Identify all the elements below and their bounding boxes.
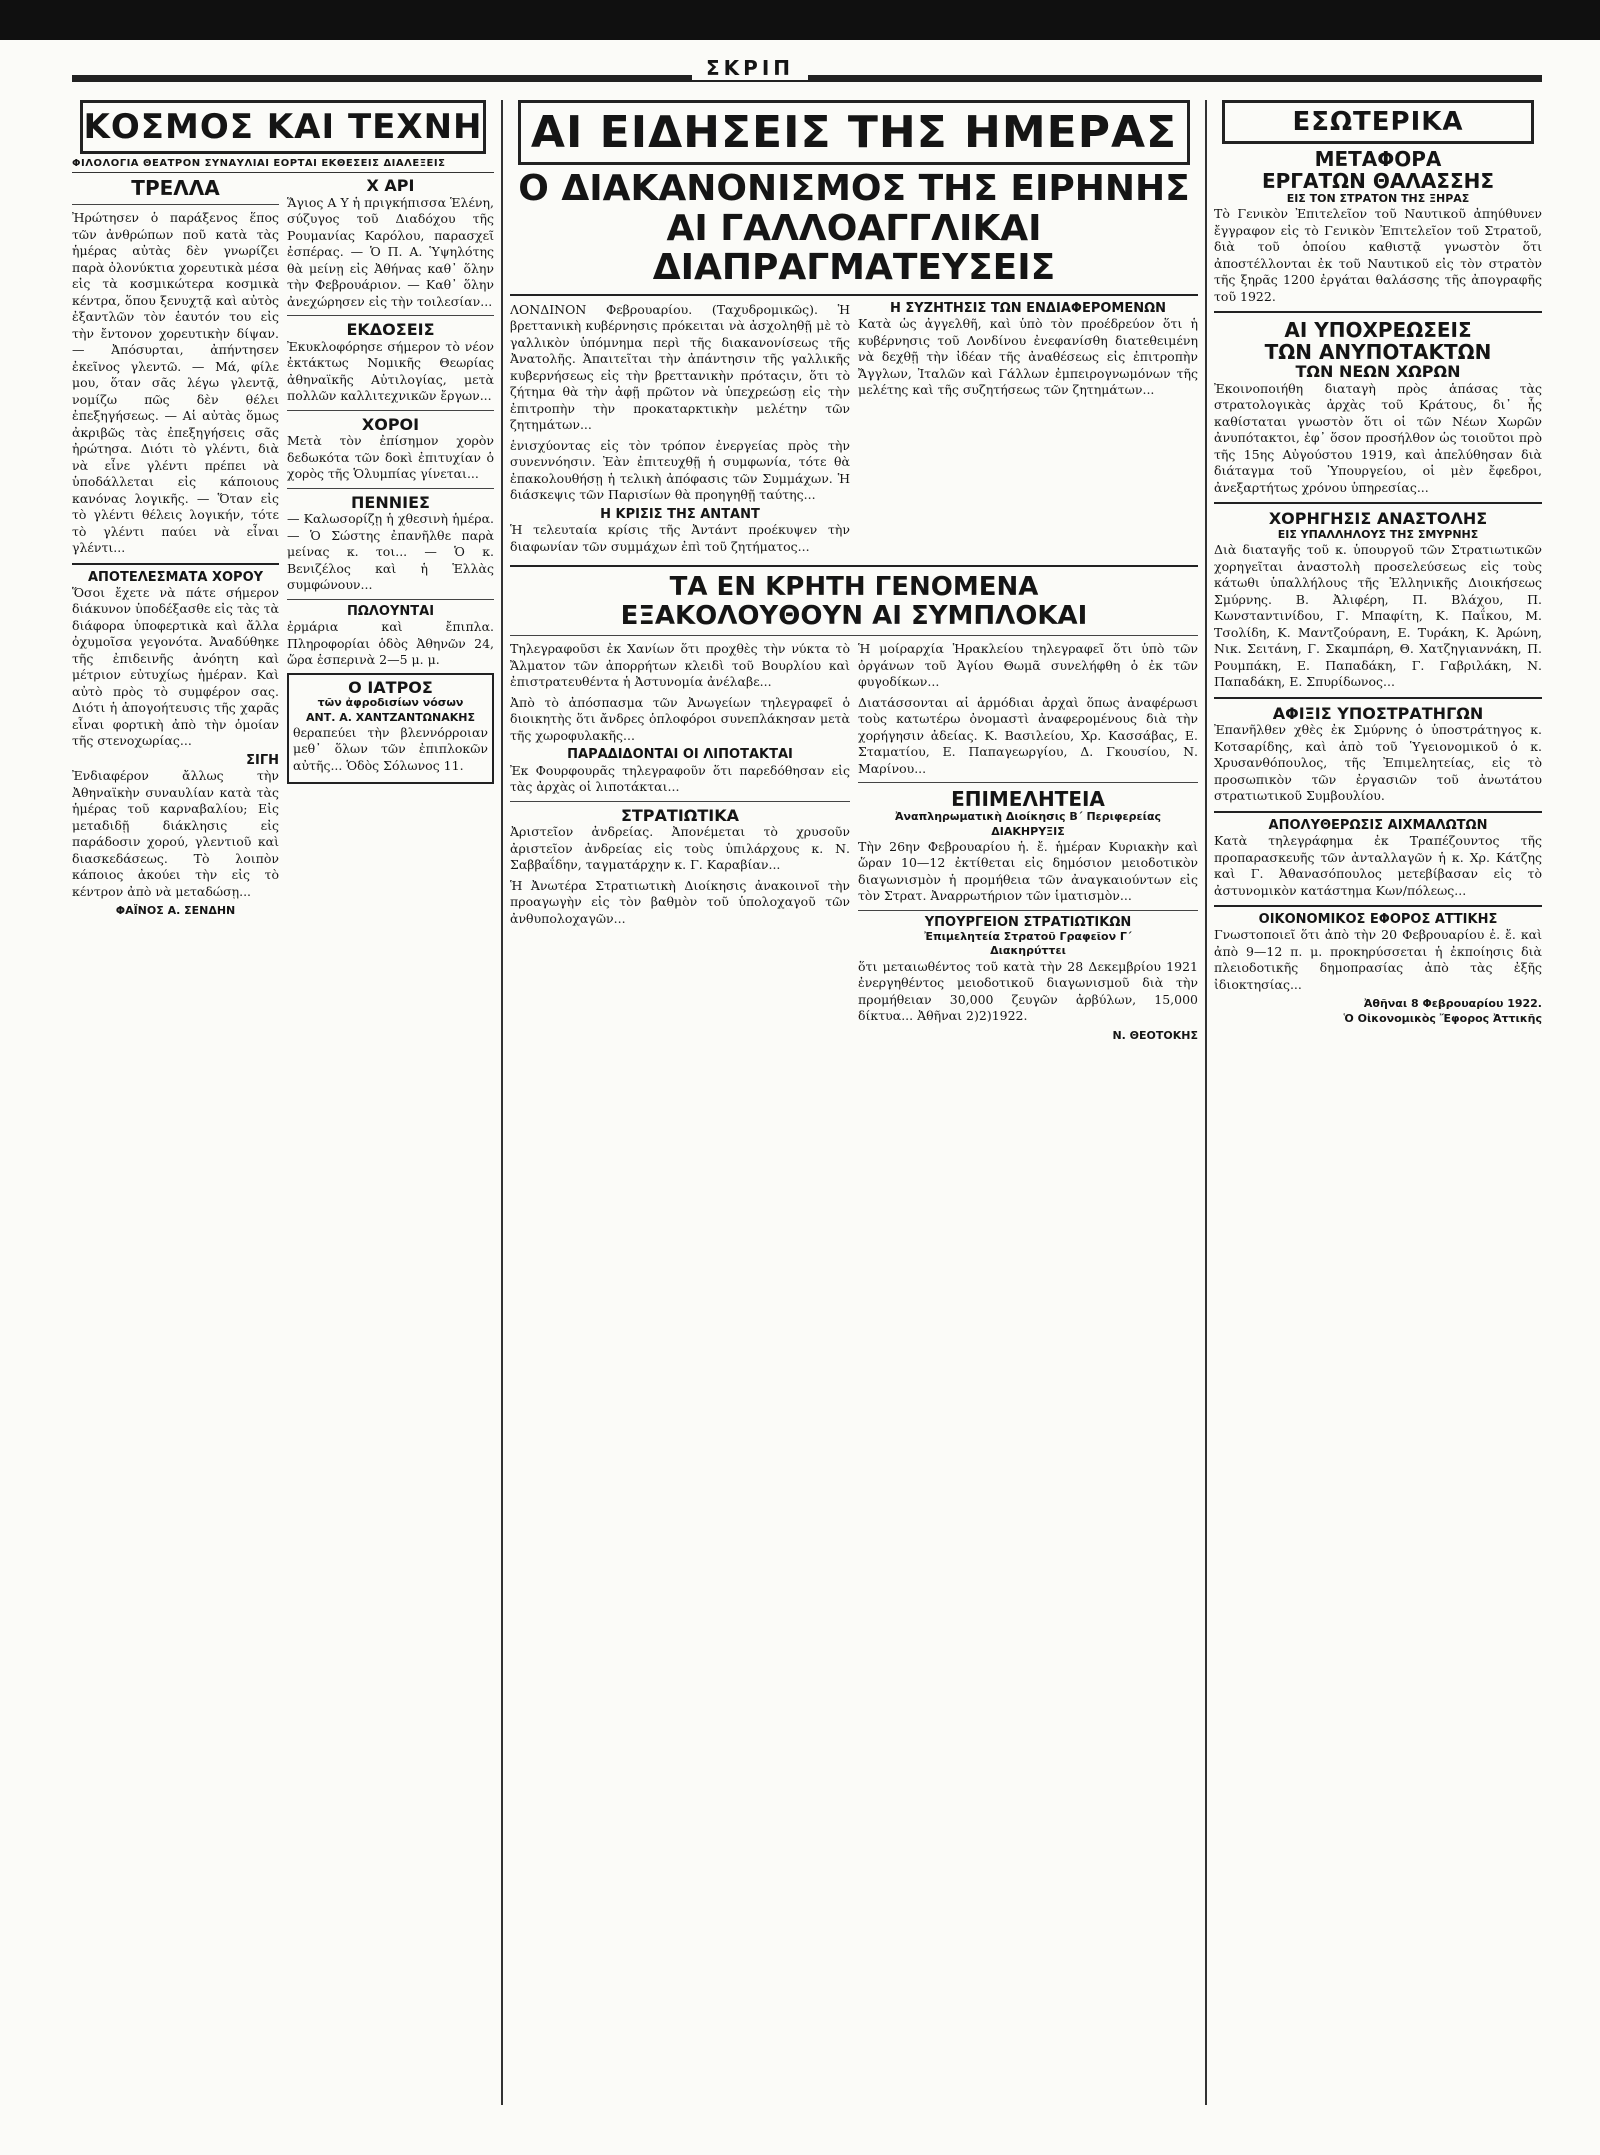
divider	[1214, 697, 1542, 699]
article-text-syzitisis: Κατὰ ὡς ἀγγελθῆ, καὶ ὑπὸ τὸν προέδρεύον ὅτι ἡ κυβέρνησις τοῦ Λονδίνου ἐνεφανίσθη διατεθειμένη νὰ δεχθῇ τὴν ἰδέαν τῆς ἀναθέσεως εἰς ἐπιτροπὴν Ἄγγλων, Ἰταλῶν καὶ Γάλλων ἐμπειρογνωμόνων τῆς μελέτης καὶ τῆς συζητήσεως τῶν ζητημάτων...	[858, 316, 1198, 398]
signature: Ν. ΘΕΟΤΟΚΗΣ	[1112, 1028, 1198, 1042]
ad-text-iatros: θεραπεύει τὴν βλεννόρροιαν μεθ᾽ ὅλων τῶν ἐπιπλοκῶν αὐτῆς... Ὁδὸς Σόλωνος 11.	[293, 724, 488, 773]
ad-title-iatros: Ο ΙΑΤΡΟΣ	[348, 677, 433, 697]
divider	[287, 410, 494, 411]
ad-text-poulountai: ἐρμάρια καὶ ἔπιπλα. Πληροφορίαι ὁδὸς Ἀθηνῶν 24, ὥρα ἑσπερινὰ 2—5 μ. μ.	[287, 619, 494, 668]
column-divider	[501, 100, 503, 2105]
article-title-stratiotika: ΣΤΡΑΤΙΩΤΙΚΑ	[620, 805, 740, 825]
headline-metafora: ΜΕΤΑΦΟΡΑ	[1314, 147, 1442, 171]
article-text-oikonomikos: Γνωστοποιεῖ ὅτι ἀπὸ τὴν 20 Φεβρουαρίου ἐ. ἔ. καὶ ἀπὸ 9—12 π. μ. προκηρύσσεται ἡ ἐκποίησις διὰ πλειοδοτικῆς δημοπρασίας ἀπὸ τὰς ἐξῆς ἰδιοκτησίας...	[1214, 927, 1542, 992]
article-title-krisis: Η ΚΡΙΣΙΣ ΤΗΣ ΑΝΤΑΝΤ	[600, 506, 760, 522]
subcolumn-left	[72, 177, 279, 918]
headline-ergaton: ΕΡΓΑΤΩΝ ΘΑΛΑΣΣΗΣ	[1261, 169, 1495, 193]
divider	[1214, 502, 1542, 504]
article-text-ekdoseis: Ἐκυκλοφόρησε σήμερον τὸ νέον ἐκτάκτως Νομικῆς Θεωρίας ἀθηναϊκῆς Αὐτιλογίας, μετὰ πολλῶν καλλιτεχνικῶν ἔργων...	[287, 338, 494, 404]
article-text-chorigisis: Διὰ διαταγῆς τοῦ κ. ὑπουργοῦ τῶν Στρατιωτικῶν χορηγεῖται ἀναστολὴ προσελεύσεως εἰς τοὺς κάτωθι ὑπαλλήλους τῆς Ἑλληνικῆς Διοικήσεως Σμύρνης. Β. Ἀλιφέρη, Π. Βλάχου, Π. Κωνσταντινίδου, Γ. Μπαφίτη, Κ. Παΐκου, Μ. Τσολίδη, Κ. Μαντζούρανη, Ε. Τυράκη, Κ. Ἀρώνη, Νικ. Σειτάνη, Γ. Σκαμπάρη, Θ. Χατζηγιαννάκη, Π. Ρουμπάκη, Ε. Παπαδάκη, Γ. Γαβριλάκη, Ν. Παπαδάκη, Ε. Σπυρίδωνος...	[1214, 542, 1542, 690]
divider	[1214, 311, 1542, 313]
divider	[287, 488, 494, 489]
article-text-ypochreoseis: Ἐκοινοποιήθη διαταγὴ πρὸς ἁπάσας τὰς στρατολογικὰς ἀρχὰς τοῦ Κράτους, δι᾽ ἧς καθίσταται γνωστὸν ὅτι οἱ τῶν Νέων Χωρῶν ἀνυπότακτοι, ἐφ᾽ ὅσον προσήλθον ὡς τοιοῦτοι πρὸ τῆς 15ης Αὐγούστου 1919, καὶ ἀπελύθησαν διὰ διάταγμα τοῦ Ὑπουργείου, οἱ μὲν ἔφεδροι, ἀνεξαρτήτως χρόνου ὑπηρεσίας...	[1214, 380, 1542, 495]
article-text-krete-3: Ἡ μοίραρχία Ἡρακλείου τηλεγραφεῖ ὅτι ὑπὸ τῶν ὀργάνων τοῦ Ἀγίου Θωμᾶ συνελήφθη ὁ ἐκ τῶν φυγοδίκων...	[858, 641, 1198, 690]
date-line: Ἀθῆναι 8 Φεβρουαρίου 1922.	[1363, 997, 1542, 1011]
article-text-krete: Τηλεγραφοῦσι ἐκ Χανίων ὅτι προχθὲς τὴν νύκτα τὸ Ἄλματον τῶν ἀπορρήτων κλειδὶ τοῦ Βουρλίου καὶ ἐπιστρατευθέντα ἡ Ἀστυνομία ἀνέλαβε...	[510, 641, 850, 690]
headline-apolytherosis: ΑΠΟΛΥΘΕΡΩΣΙΣ ΑΙΧΜΑΛΩΤΩΝ	[1268, 817, 1488, 833]
two-subcolumns	[72, 177, 494, 918]
news-left	[510, 302, 850, 559]
ad-name-iatros: ΑΝΤ. Α. ΧΑΝΤΖΑΝΤΩΝΑΚΗΣ	[306, 710, 475, 724]
article-text-apotelesmata: Ὅσοι ἔχετε νὰ πάτε σήμερον διάκυνον ὑποδέξασθε εἰς τὰς τὰ διάφορα ὑποφερτικὰ καὶ ἄλλα ὀχυμοῖσα γεγονότα. Ἀναδύθηκε τῆς ἐπιδεινῆς ἀνόητη καὶ μέτριον εὐτυχίως ἡμέραν. Καὶ αὐτὸ πρὸς τὸ συμφέρον σας. Διότι ἡ ἀπογοήτευσις τῆς χαρᾶς εἶναι φορτικὴ ἀπὸ τὴν ὁμοίαν τῆς στενοχωρίας...	[72, 584, 279, 749]
article-text-krisis: Ἡ τελευταία κρίσις τῆς Ἀντάντ προέκυψεν τὴν διαφωνίαν τῶν συμμάχων ἐπὶ τοῦ ζητήματος...	[510, 522, 850, 554]
article-title-apotelesmata: ΑΠΟΤΕΛΕΣΜΑΤΑ ΧΟΡΟΥ	[87, 569, 264, 585]
article-title-epimeleteia: ΕΠΙΜΕΛΗΤΕΙΑ	[951, 787, 1105, 812]
article-text-stratiotika: Ἀριστεῖον ἀνδρείας. Ἀπονέμεται τὸ χρυσοῦν ἀριστεῖον ἀνδρείας εἰς τοὺς ὑπιλάρχους κ. Ν. Σαββαΐδην, ταγματάρχην κ. Γ. Καραβίαν...	[510, 824, 850, 873]
section-title: ΚΟΣΜΟΣ ΚΑΙ ΤΕΧΝΗ	[80, 100, 486, 154]
article-title-chari: Χ ΑΡΙ	[366, 177, 415, 195]
headline-diakanonismos: Ο ΔΙΑΚΑΝΟΝΙΣΜΟΣ ΤΗΣ ΕΙΡΗΝΗΣ	[518, 168, 1190, 209]
masthead	[72, 58, 1542, 86]
article-text-afixis: Ἐπανῆλθεν χθὲς ἐκ Σμύρνης ὁ ὑποστράτηγος κ. Κοτσαρίδης, καὶ ἀπὸ τοῦ Ὑγειονομικοῦ ὁ κ. Χρυσανθόπουλος, τῆς Ἐπιμελητείας, εἰς τὸ προσωπικὸν τῶν ἐργασιῶν τοῦ ἀνωτάτου στρατιωτικοῦ Συμβουλίου.	[1214, 722, 1542, 804]
article-subtitle-diakiryttei: Διακηρύττει	[990, 944, 1066, 958]
divider	[510, 565, 1198, 567]
ad-subtitle-iatros: τῶν ἀφροδισίων νόσων	[317, 696, 464, 710]
article-title-ypourgeion: ΥΠΟΥΡΓΕΙΟΝ ΣΤΡΑΤΙΩΤΙΚΩΝ	[924, 914, 1132, 930]
section-title: ΕΣΩΤΕΡΙΚΑ	[1222, 100, 1534, 144]
divider	[72, 204, 279, 205]
headline-afixis: ΑΦΙΞΙΣ ΥΠΟΣΤΡΑΤΗΓΩΝ	[1272, 703, 1484, 723]
headline-krete: ΤΑ ΕΝ ΚΡΗΤΗ ΓΕΝΟΜΕΝΑ	[669, 572, 1039, 603]
divider	[510, 635, 1198, 636]
column-eidiseis	[510, 100, 1198, 2105]
ad-title-poulountai: ΠΩΛΟΥΝΤΑΙ	[346, 603, 435, 619]
article-text-stratiotika-3: Διατάσσονται αἱ ἁρμόδιαι ἀρχαὶ ὅπως ἀναφέρωσι τοὺς κατωτέρω ὀνομαστὶ ἀναφερομένους διὰ τὴν χορήγησιν ἀδείας. Κ. Βασιλείου, Χρ. Κασσάβας, Ε. Σταματίου, Ε. Παπαγεωργίου, Δ. Γκουσίου, Ν. Μαρίνου...	[858, 694, 1198, 776]
section-title: ΑΙ ΕΙΔΗΣΕΙΣ ΤΗΣ ΗΜΕΡΑΣ	[518, 100, 1190, 165]
article-text-paradidontai: Ἐκ Φουρφουρᾶς τηλεγραφοῦν ὅτι παρεδόθησαν εἰς τὰς ἀρχὰς οἱ λιποτάκται...	[510, 762, 850, 795]
headline-stratos: ΕΙΣ ΤΟΝ ΣΤΡΑΤΟΝ ΤΗΣ ΞΗΡΑΣ	[1286, 192, 1470, 205]
article-text-epimeleteia: Τὴν 26ην Φεβρουαρίου ἡ. ἔ. ἡμέραν Κυριακὴν καὶ ὥραν 10—12 ἐκτίθεται εἰς δημόσιον μειοδοτικὸν διαγωνισμὸν ἡ προμήθεια τῶν ἀναγκαιούντων εἰς τὸν Στρατ. Ἀναρρωτήριον τῶν ἱματισμὸν...	[858, 838, 1198, 904]
article-text-londinon-2: ἑνισχύοντας εἰς τὸν τρόπον ἐνεργείας πρὸς τὴν συνεννόησιν. Ἐὰν ἐπιτευχθῇ ἡ συμφωνία, τότε θὰ ἐπακολουθήσῃ ἡ τελικὴ ἀπόφασις τῶν Συμμάχων. Ἡ διάσκεψις τῶν Παρισίων θὰ προηγηθῇ ταύτης...	[510, 437, 850, 503]
article-text-trella: Ἠρώτησεν ὁ παράξενος ἕπος τῶν ἀνθρώπων ποῦ κατὰ τὰς ἡμέρας αὐτὰς δὲν γνωρίζει παρὰ ὀλονύκτια χορευτικὰ μέσα εἰς τὰ κοσμικώτερα κοσμικὰ κέντρα, ὅπου ξενυχτᾷ καὶ αὐτὸς ἐξαντλῶν τὸν ἑαυτόν του εἰς τὴν ἔντονον χορευτικὴν δίψαν. — Ἀπόσυρται, ἀπήντησεν ἐκεῖνος γλεντῶ. — Μά, φίλε μου, ὅταν σᾶς λέγω γλεντᾷ, νομίζω πῶς δὲν θέλει ἐπεξηγήσεως. — Αἱ αὐτὰς ὅμως ἀκριβῶς τὰς ἐπεξηγήσεις σᾶς ἠρώτησα. Διότι τὸ γλέντι, διὰ νὰ εἶνε γλέντι πρέπει νὰ ὑποδάλλεται εἰς κάποιους κανόνας λογικῆς. — Ὅταν εἰς τὸ γλέντι θέλεις λογικήν, τότε τὸ γλέντι παύει νὰ εἶναι γλέντι...	[72, 210, 279, 555]
divider	[72, 563, 279, 565]
column-esoterika	[1214, 100, 1542, 2105]
article-text-pennies: — Καλωσορίζῃ ἡ χθεσινὴ ἡμέρα. — Ὁ Σώστης ἐπανῆλθε παρὰ μείνας κ. τοι... — Ὁ κ. Βενιζέλος καὶ ἡ Ἑλλὰς συμφώνουν...	[287, 511, 494, 593]
article-text-londinon: ΛΟΝΔΙΝΟΝ Φεβρουαρίου. (Ταχυδρομικῶς). Ἡ βρεττανικὴ κυβέρνησις πρόκειται νὰ ἀσχοληθῇ μὲ τὸ γαλλικὸν ὑπόμνημα περὶ τῆς διακανονίσεως τῆς Ἀνατολῆς. Ἀπαιτεῖται τὴν ἀπάντησιν τῆς γαλλικῆς κυβερνήσεως εἰς τὴν βρεττανικὴν πρόταςιν, ὅτι τὸ ζήτημα θὰ τὴν ἀφῇ πρῶτον νὰ ὑπεχρεώσῃ εἰς τὴν ἐπιτροπὴν τὴν προκαταρκτικὴν μελέτην τῶν ζητημάτων...	[510, 301, 850, 433]
divider	[1214, 811, 1542, 813]
headline-anypotakton: ΤΩΝ ΑΝΥΠΟΤΑΚΤΩΝ	[1264, 340, 1492, 365]
column-kosmos-kai-techni	[72, 100, 494, 2105]
article-title-pennies: ΠΕΝΝΙΕΣ	[351, 492, 430, 512]
news-subcolumns	[510, 302, 1198, 559]
krete-right	[858, 641, 1198, 1043]
article-subtitle-epimeleteia: Ἀναπληρωματικὴ Διοίκησις Β΄ Περιφερείας	[894, 810, 1162, 824]
article-text-sigi: Ἐνδιαφέρον ἄλλως τὴν Ἀθηναϊκὴν συναυλίαν κατὰ τὰς ἡμέρας τοῦ καρναβαλίου; Εἰς μεταδιδῇ διάκλησις εἰς παράδοσιν χορού, γλεντιοῦ καὶ διασκεδάσεως. Τὸ λοιπὸν κάποιος ἀκούει τὴν εἰς τὸ κέντρον ἀπὸ νὰ μεταδώσῃ...	[72, 768, 279, 899]
headline-oikonomikos: ΟΙΚΟΝΟΜΙΚΟΣ ΕΦΟΡΟΣ ΑΤΤΙΚΗΣ	[1258, 912, 1498, 928]
top-black-bar	[0, 0, 1600, 40]
article-title-sigi: ΣΙΓΗ	[246, 752, 279, 768]
article-text-xoroi: Μετὰ τὸν ἐπίσημον χορὸν δεδωκότα τῶν δοκὶ ἐπιτυχίαν ὁ χορὸς τῆς Ὁλυμπίας γίνεται...	[287, 433, 494, 482]
headline-chorigisis: ΧΟΡΗΓΗΣΙΣ ΑΝΑΣΤΟΛΗΣ	[1268, 509, 1488, 529]
masthead-name: ΣΚΡΙΠ	[692, 56, 808, 80]
headline-gallo-agglikai: ΑΙ ΓΑΛΛΟΑΓΓΛΙΚΑΙ ΔΙΑΠΡΑΓΜΑΤΕΥΣΕΙΣ	[652, 207, 1056, 289]
divider	[287, 599, 494, 600]
article-text-ypourgeion: ὅτι μεταιωθέντος τοῦ κατὰ τὴν 28 Δεκεμβρίου 1921 ἐνεργηθέντος μειοδοτικοῦ διαγωνισμοῦ διὰ τὴν προμήθειαν 30,000 ζευγῶν ἀρβύλων, 15,000 δίκτυα... Ἀθῆναι 2)2)1922.	[858, 958, 1198, 1024]
article-text-chari: Ἅγιος Α Υ ἡ πριγκήπισσα Ἑλένη, σύζυγος τοῦ Διαδόχου τῆς Ρουμανίας Καρόλου, παρασχεῖ ἐσπέρας. — Ὁ Π. Α. Ὑψηλότης θὰ μείνῃ εἰς Ἀθήνας καθ᾽ ὅλην τὴν Φεβρουάριον. — Καθ᾽ ὅλην ἀνεχώρησεν εἰς τὴν τοιλεσίαν...	[287, 194, 494, 309]
article-title-syzitisis: Η ΣΥΖΗΤΗΣΙΣ ΤΩΝ ΕΝΔΙΑΦΕΡΟΜΕΝΩΝ	[889, 301, 1167, 316]
headline-smyrni: ΕΙΣ ΥΠΑΛΛΗΛΟΥΣ ΤΗΣ ΣΜΥΡΝΗΣ	[1277, 527, 1479, 541]
signature: Ὁ Οἰκονομικὸς Ἔφορος Ἀττικῆς	[1343, 1011, 1542, 1025]
news-right	[858, 302, 1198, 559]
divider	[1214, 905, 1542, 907]
headline-symplokai: ΕΞΑΚΟΛΟΥΘΟΥΝ ΑΙ ΣΥΜΠΛΟΚΑΙ	[620, 600, 1088, 631]
article-text-apolytherosis: Κατὰ τηλεγράφημα ἐκ Τραπέζουντος τῆς προπαρασκευῆς τῶν ἀνταλλαγῶν ἡ κ. Χρ. Κάτζης καὶ Γ. Ἀθανασόπουλος μετεβίβασαν εἰς τὸ ἀστυνομικὸν κατάστημα Κων/πόλεως...	[1214, 833, 1542, 898]
article-title-ekdoseis: ΕΚΔΟΣΕΙΣ	[346, 320, 435, 340]
article-text-metafora: Τὸ Γενικὸν Ἐπιτελεῖον τοῦ Ναυτικοῦ ἀπηύθυνεν ἔγγραφον εἰς τὸ Γενικὸν Ἐπιτελεῖον τοῦ Στρατοῦ, διὰ τοῦ ὁποίου καθιστᾷ γνωστὸν ὅτι ἀποστέλλονται ἐκ τοῦ Ναυτικοῦ εἰς τὸν στρατὸν τῆς ξηρᾶς 1200 ἐργάται θαλάσσης τῆς ἀπογραφῆς τοῦ 1922.	[1214, 206, 1542, 304]
divider	[858, 910, 1198, 911]
article-subtitle-ypourgeion: Ἐπιμελητεία Στρατοῦ Γραφεῖον Γ΄	[924, 930, 1132, 944]
divider	[510, 801, 850, 802]
article-title-paradidontai: ΠΑΡΑΔΙΔΟΝΤΑΙ ΟΙ ΛΙΠΟΤΑΚΤΑΙ	[567, 747, 793, 763]
doctor-ad	[287, 673, 494, 785]
signature: ΦΑΪΝΟΣ Α. ΣΕΝΔΗΝ	[115, 904, 236, 918]
article-text-krete-2: Ἀπὸ τὸ ἀπόσπασμα τῶν Ἀνωγείων τηλεγραφεῖ ὁ διοικητὴς ὅτι ἄνδρες ὁπλοφόροι συνεπλάκησαν μετὰ τῆς χωροφυλακῆς...	[510, 694, 850, 743]
article-title-xoroi: ΧΟΡΟΙ	[361, 414, 420, 434]
section-strap: ΦΙΛΟΛΟΓΙΑ ΘΕΑΤΡΟΝ ΣΥΝΑΥΛΙΑΙ ΕΟΡΤΑΙ ΕΚΘΕΣΕΙΣ ΔΙΑΛΕΞΕΙΣ	[72, 158, 494, 173]
krete-subcolumns	[510, 641, 1198, 1043]
divider	[287, 315, 494, 316]
krete-left	[510, 641, 850, 1043]
divider	[510, 294, 1198, 296]
article-subtitle-diakiryxis: ΔΙΑΚΗΡΥΞΙΣ	[991, 824, 1065, 838]
divider	[858, 782, 1198, 783]
newspaper-page	[72, 58, 1542, 2118]
headline-ypochreoseis: ΑΙ ΥΠΟΧΡΕΩΣΕΙΣ	[1284, 318, 1472, 343]
subcolumn-right	[287, 177, 494, 918]
article-title-trella: ΤΡΕΛΛΑ	[131, 177, 220, 200]
headline-neon-choron: ΤΩΝ ΝΕΩΝ ΧΩΡΩΝ	[1295, 362, 1461, 382]
column-divider	[1205, 100, 1207, 2105]
article-text-stratiotika-2: Ἡ Ἀνωτέρα Στρατιωτικὴ Διοίκησις ἀνακοινοῖ τὴν προαγωγὴν εἰς τὸν βαθμὸν τοῦ ὑπολοχαγοῦ τῶν ἀνθυπολοχαγῶν...	[510, 877, 850, 926]
